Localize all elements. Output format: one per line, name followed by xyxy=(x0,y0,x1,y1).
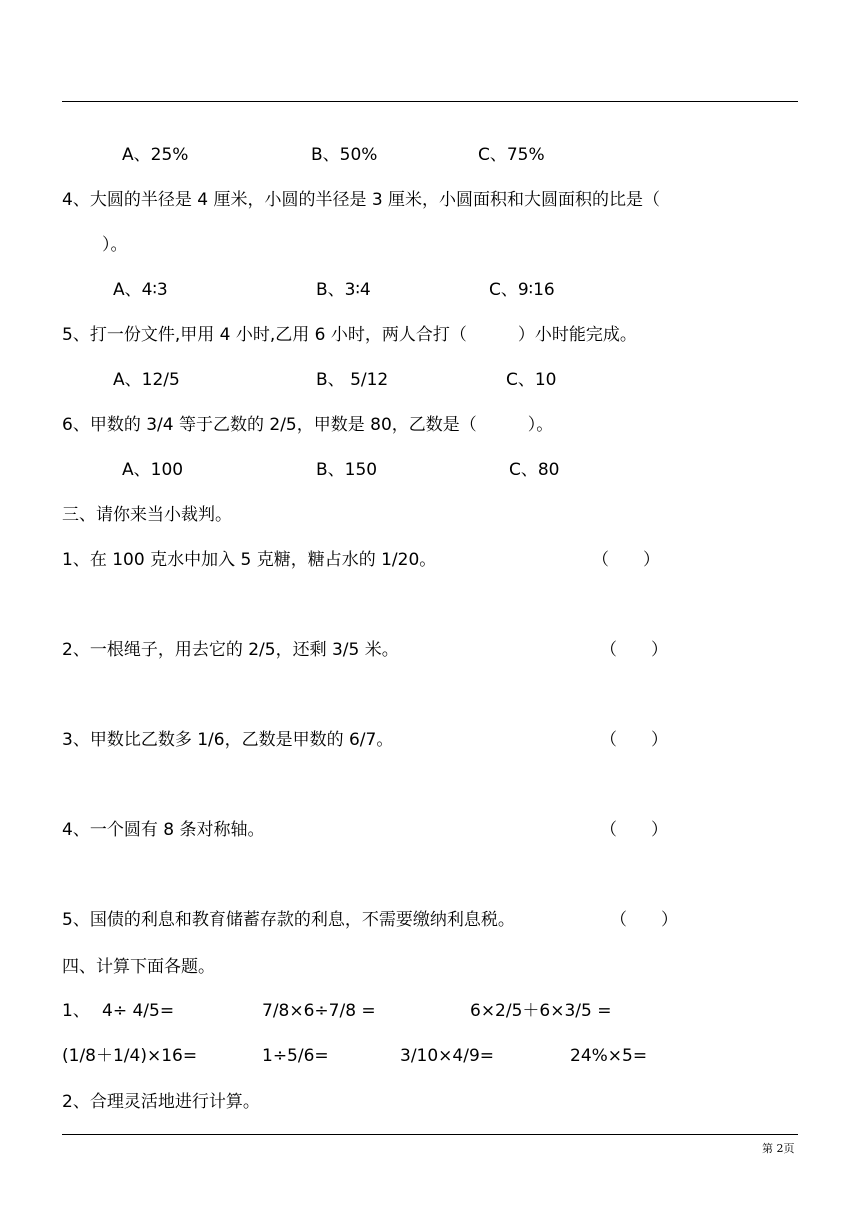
q4-option-b: B、3∶4 xyxy=(316,280,371,300)
footer-rule xyxy=(62,1134,798,1135)
section4-title: 四、计算下面各题。 xyxy=(62,957,215,977)
calc-row2-expr-3: 3/10×4/9= xyxy=(400,1046,495,1066)
q3-option-c: C、75% xyxy=(478,145,545,165)
q6-option-b: B、150 xyxy=(316,460,378,480)
q4-option-a: A、4∶3 xyxy=(113,280,168,300)
judge-item-4: 4、一个圆有 8 条对称轴。 xyxy=(62,820,265,840)
judge-item-5: 5、国债的利息和教育储蓄存款的利息，不需要缴纳利息税。 xyxy=(62,910,515,930)
judge-item-3-paren: （ ） xyxy=(600,730,668,750)
page-number: 第 2页 xyxy=(762,1142,795,1155)
calc-row2-expr-4: 24%×5= xyxy=(570,1046,648,1066)
calc-row1-expr-2: 7/8×6÷7/8 = xyxy=(262,1001,376,1021)
q5-option-c: C、10 xyxy=(506,370,557,390)
q6-text: 6、甲数的 3/4 等于乙数的 2/5，甲数是 80，乙数是（ ）。 xyxy=(62,415,554,435)
calc-row1-label: 1、 xyxy=(62,1001,90,1021)
q3-option-b: B、50% xyxy=(311,145,378,165)
section3-title: 三、请你来当小裁判。 xyxy=(62,505,232,525)
q4-text-cont: ）。 xyxy=(102,235,128,255)
calc-question-2: 2、合理灵活地进行计算。 xyxy=(62,1092,260,1112)
q6-option-a: A、100 xyxy=(122,460,184,480)
judge-item-2: 2、一根绳子，用去它的 2/5，还剩 3/5 米。 xyxy=(62,640,399,660)
judge-item-5-paren: （ ） xyxy=(610,910,678,930)
q5-option-b: B、 5/12 xyxy=(316,370,389,390)
judge-item-1: 1、在 100 克水中加入 5 克糖，糖占水的 1/20。 xyxy=(62,550,437,570)
calc-row1-expr-1: 4÷ 4/5= xyxy=(102,1001,175,1021)
judge-item-3: 3、甲数比乙数多 1/6，乙数是甲数的 6/7。 xyxy=(62,730,394,750)
judge-item-2-paren: （ ） xyxy=(600,640,668,660)
calc-row2-expr-1: (1/8＋1/4)×16= xyxy=(62,1046,198,1066)
q5-option-a: A、12/5 xyxy=(113,370,180,390)
calc-row2-expr-2: 1÷5/6= xyxy=(262,1046,329,1066)
q5-text: 5、打一份文件,甲用 4 小时,乙用 6 小时，两人合打（ ）小时能完成。 xyxy=(62,325,637,345)
header-rule xyxy=(62,101,798,102)
q3-option-a: A、25% xyxy=(122,145,189,165)
q4-option-c: C、9∶16 xyxy=(489,280,555,300)
judge-item-4-paren: （ ） xyxy=(600,820,668,840)
q6-option-c: C、80 xyxy=(509,460,560,480)
q4-text: 4、大圆的半径是 4 厘米，小圆的半径是 3 厘米，小圆面积和大圆面积的比是（ xyxy=(62,190,661,210)
calc-row1-expr-3: 6×2/5＋6×3/5 = xyxy=(470,1001,612,1021)
judge-item-1-paren: （ ） xyxy=(592,550,660,570)
